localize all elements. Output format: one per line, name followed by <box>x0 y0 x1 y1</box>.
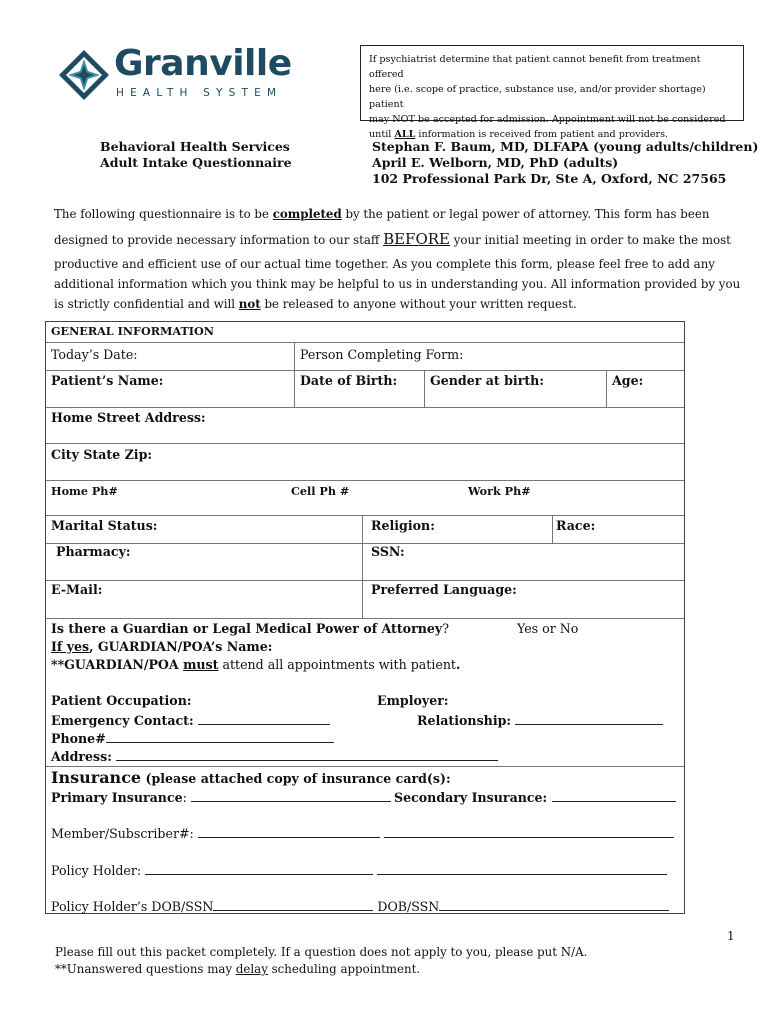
dob-field[interactable]: Date of Birth: <box>300 373 398 388</box>
home-address-field[interactable]: Home Street Address: <box>51 410 206 425</box>
todays-date-field[interactable]: Today’s Date: <box>51 347 138 362</box>
ssn-field[interactable]: SSN: <box>371 544 405 559</box>
notice-line: here (i.e. scope of practice, substance use, and/or provider shortage) patient <box>369 84 706 110</box>
logo-subtitle: HEALTH SYSTEM <box>116 87 283 99</box>
marital-status-field[interactable]: Marital Status: <box>51 518 158 533</box>
guardian-name-field[interactable]: If yes, GUARDIAN/POA’s Name: <box>51 639 273 654</box>
diamond-star-icon <box>58 49 110 101</box>
occupation-field[interactable]: Patient Occupation: <box>51 693 192 708</box>
general-information-form <box>45 321 685 914</box>
language-field[interactable]: Preferred Language: <box>371 582 517 597</box>
granville-logo <box>58 43 298 107</box>
secondary-insurance-field[interactable]: Secondary Insurance: <box>394 789 676 805</box>
notice-line: If psychiatrist determine that patient cannot benefit from treatment offered <box>369 54 701 80</box>
religion-field[interactable]: Religion: <box>371 518 435 533</box>
provider-info: Stephan F. Baum, MD, DLFAPA (young adults/children) April E. Welborn, MD, PhD (adults) 102 Professional Park Dr, Ste A, Oxford, NC 27565 <box>372 139 759 186</box>
guardian-question: Is there a Guardian or Legal Medical Power of Attorney? <box>51 621 449 636</box>
department-title: Behavioral Health Services Adult Intake Questionnaire <box>100 139 292 170</box>
work-phone-field[interactable]: Work Ph# <box>468 484 531 498</box>
home-phone-field[interactable]: Home Ph# <box>51 484 118 498</box>
guardian-yes-no[interactable]: Yes or No <box>517 621 579 636</box>
emergency-contact-field[interactable]: Emergency Contact: <box>51 712 330 728</box>
policy-holder-dob-field[interactable]: Policy Holder’s DOB/SSN DOB/SSN <box>51 898 669 914</box>
logo-name: Granville <box>114 43 292 84</box>
notice-line: until ALL information is received from patient and providers. <box>369 129 669 140</box>
address-field[interactable]: Address: <box>51 748 498 764</box>
insurance-heading: Insurance (please attached copy of insurance card(s): <box>51 768 451 787</box>
cell-phone-field[interactable]: Cell Ph # <box>291 484 350 498</box>
gender-field[interactable]: Gender at birth: <box>430 373 544 388</box>
section-title: GENERAL INFORMATION <box>51 324 214 338</box>
footer-note: Please fill out this packet completely. If a question does not apply to you, please put N/A. **Unanswered questions may delay scheduling appointment. <box>55 945 588 976</box>
intro-paragraph: The following questionnaire is to be completed by the patient or legal power of attorney. This form has been designed to provide necessary information to our staff BEFORE your initial meeting in order to make the most productive and efficient use of our actual time together. As you complete this form, please feel free to add any additional information which you think may be helpful to us in understanding you. All information provided by you is strictly confidential and will not be released to anyone without your written request. <box>54 207 741 311</box>
member-subscriber-field[interactable]: Member/Subscriber#: <box>51 825 674 841</box>
pharmacy-field[interactable]: Pharmacy: <box>56 544 131 559</box>
patient-name-field[interactable]: Patient’s Name: <box>51 373 164 388</box>
notice-line: may NOT be accepted for admission. Appointment will not be considered <box>369 114 726 125</box>
admission-notice <box>360 45 744 140</box>
policy-holder-field[interactable]: Policy Holder: <box>51 862 667 878</box>
race-field[interactable]: Race: <box>556 518 596 533</box>
page-number: 1 <box>727 929 735 943</box>
relationship-field[interactable]: Relationship: <box>417 712 663 728</box>
phone-field[interactable]: Phone# <box>51 730 334 746</box>
person-completing-field[interactable]: Person Completing Form: <box>300 347 464 362</box>
employer-field[interactable]: Employer: <box>377 693 449 708</box>
age-field[interactable]: Age: <box>612 373 644 388</box>
email-field[interactable]: E-Mail: <box>51 582 103 597</box>
guardian-note: **GUARDIAN/POA must attend all appointments with patient. <box>51 657 461 672</box>
city-state-zip-field[interactable]: City State Zip: <box>51 447 153 462</box>
primary-insurance-field[interactable]: Primary Insurance: <box>51 789 391 805</box>
